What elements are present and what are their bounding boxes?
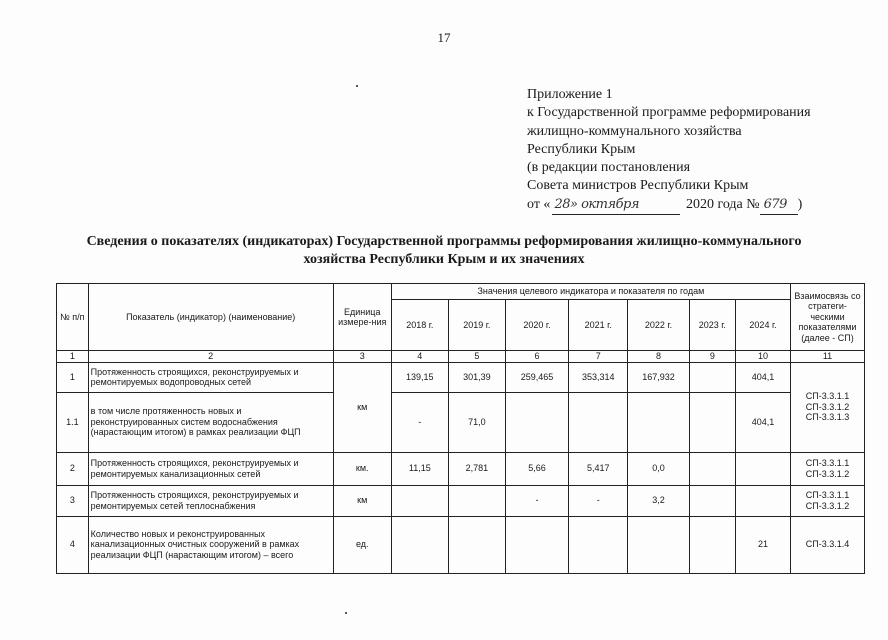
- sp-code: СП-3.3.1.2: [805, 401, 850, 412]
- column-number: 6: [505, 351, 568, 363]
- row-value: [689, 362, 735, 392]
- handwritten-number: 679: [763, 196, 787, 212]
- appendix-line: Республики Крым: [527, 141, 636, 157]
- row-value: [505, 516, 568, 573]
- table-row: [57, 392, 865, 452]
- header-num: № п/п: [57, 284, 89, 351]
- header-year: 2018 г.: [391, 300, 448, 351]
- sp-code: СП-3.3.1.1: [805, 458, 850, 468]
- column-number: 3: [333, 351, 391, 363]
- row-indicator: Протяженность строящихся, реконструируемых и ремонтируемых канализационных сетей: [88, 452, 333, 485]
- row-value: 5,417: [569, 452, 628, 485]
- row-unit: км: [333, 485, 391, 516]
- row-indicator: Протяженность строящихся, реконструируемых и ремонтируемых сетей теплоснабжения: [88, 485, 333, 516]
- sp-code: СП-3.3.1.1: [805, 490, 850, 500]
- row-value: 301,39: [448, 362, 505, 392]
- row-unit: км.: [333, 452, 391, 485]
- date-prefix: от «: [527, 196, 551, 212]
- row-sp: [791, 485, 865, 516]
- row-value: [448, 516, 505, 573]
- column-numbers-row: [57, 351, 865, 363]
- appendix-line: Совета министров Республики Крым: [527, 178, 749, 194]
- row-value: -: [569, 485, 628, 516]
- row-value: 11,15: [391, 452, 448, 485]
- column-number: 11: [791, 351, 865, 363]
- scan-speck: [356, 85, 358, 87]
- header-year: 2019 г.: [448, 300, 505, 351]
- row-num: 2: [57, 452, 89, 485]
- row-value: 21: [736, 516, 791, 573]
- column-number: 4: [391, 351, 448, 363]
- sp-code: СП-3.3.1.3: [805, 412, 850, 423]
- column-number: 8: [628, 351, 689, 363]
- row-value: 2,781: [448, 452, 505, 485]
- row-value: [448, 485, 505, 516]
- row-value: [569, 392, 628, 452]
- table-row: [57, 362, 865, 392]
- sp-code: СП-3.3.1.1: [805, 391, 850, 402]
- row-value: -: [505, 485, 568, 516]
- table-row: [57, 516, 865, 573]
- row-value: [505, 392, 568, 452]
- appendix-line: Приложение 1: [527, 87, 613, 102]
- row-indicator: в том числе протяженность новых и реконструированных систем водоснабжения (нарастающим итогом) в рамках реализации ФЦП: [88, 392, 333, 452]
- row-value: [569, 516, 628, 573]
- column-number: 9: [689, 351, 735, 363]
- row-value: 139,15: [391, 362, 448, 392]
- header-year: 2024 г.: [736, 300, 791, 351]
- sp-code: СП-3.3.1.2: [805, 500, 850, 511]
- row-sp: [791, 516, 865, 573]
- page-number: 17: [437, 30, 451, 45]
- title-line-1: Сведения о показателях (индикаторах) Государственной программы реформирования жилищно-коммунального: [86, 234, 802, 249]
- header-indicator: Показатель (индикатор) (наименование): [88, 284, 333, 351]
- row-value: [736, 452, 791, 485]
- column-number: 1: [57, 351, 89, 363]
- row-num: 1.1: [57, 392, 89, 452]
- table-row: [57, 485, 865, 516]
- row-value: -: [391, 392, 448, 452]
- row-value: [628, 516, 689, 573]
- row-value: [628, 392, 689, 452]
- closing-paren: ): [797, 196, 803, 212]
- number-blank: [760, 196, 798, 215]
- row-indicator: Количество новых и реконструированных канализационных очистных сооружений в рамках реализации ФЦП (нарастающим итогом) – всего: [88, 516, 333, 573]
- sp-code: СП-3.3.1.4: [805, 539, 850, 550]
- header-relation: Взаимосвязь со стратеги-ческими показателями (далее - СП): [791, 284, 865, 351]
- scan-speck: [345, 612, 347, 614]
- row-value: 404,1: [736, 362, 791, 392]
- row-value: 404,1: [736, 392, 791, 452]
- row-value: [391, 516, 448, 573]
- appendix-line: жилищно-коммунального хозяйства: [527, 123, 742, 139]
- row-sp: [791, 452, 865, 485]
- appendix-block: [527, 86, 811, 215]
- row-indicator: Протяженность строящихся, реконструируемых и ремонтируемых водопроводных сетей: [88, 362, 333, 392]
- row-value: [736, 485, 791, 516]
- row-value: 0,0: [628, 452, 689, 485]
- row-unit: км: [333, 362, 391, 452]
- column-number: 5: [448, 351, 505, 363]
- sp-code: СП-3.3.1.2: [805, 468, 850, 479]
- table-header-row: [57, 284, 865, 300]
- row-value: 5,66: [505, 452, 568, 485]
- row-value: 259,465: [505, 362, 568, 392]
- indicators-table: [56, 283, 865, 574]
- row-value: [689, 452, 735, 485]
- header-year: 2021 г.: [569, 300, 628, 351]
- appendix-line: (в редакции постановления: [527, 160, 691, 176]
- column-number: 7: [569, 351, 628, 363]
- row-value: [689, 516, 735, 573]
- row-value: 71,0: [448, 392, 505, 452]
- header-unit: Единица измере-ния: [333, 284, 391, 351]
- row-value: [689, 485, 735, 516]
- row-value: 353,314: [569, 362, 628, 392]
- row-value: [391, 485, 448, 516]
- header-year: 2022 г.: [628, 300, 689, 351]
- column-number: 10: [736, 351, 791, 363]
- row-value: 3,2: [628, 485, 689, 516]
- header-values-group: Значения целевого индикатора и показателя по годам: [391, 284, 790, 300]
- column-number: 2: [88, 351, 333, 363]
- header-year: 2023 г.: [689, 300, 735, 351]
- row-num: 1: [57, 362, 89, 392]
- handwritten-date: 28» октября: [554, 196, 639, 212]
- document-title: [48, 233, 840, 269]
- header-year: 2020 г.: [505, 300, 568, 351]
- title-line-2: хозяйства Республики Крым и их значениях: [303, 252, 585, 267]
- resolution-date-line: [527, 196, 811, 215]
- row-num: 3: [57, 485, 89, 516]
- row-value: 167,932: [628, 362, 689, 392]
- row-unit: ед.: [333, 516, 391, 573]
- row-sp: [791, 362, 865, 452]
- date-blank: [552, 196, 680, 215]
- year-text: 2020 года №: [685, 196, 760, 212]
- table-row: [57, 452, 865, 485]
- appendix-line: к Государственной программе реформирования: [527, 105, 811, 121]
- row-num: 4: [57, 516, 89, 573]
- row-value: [689, 392, 735, 452]
